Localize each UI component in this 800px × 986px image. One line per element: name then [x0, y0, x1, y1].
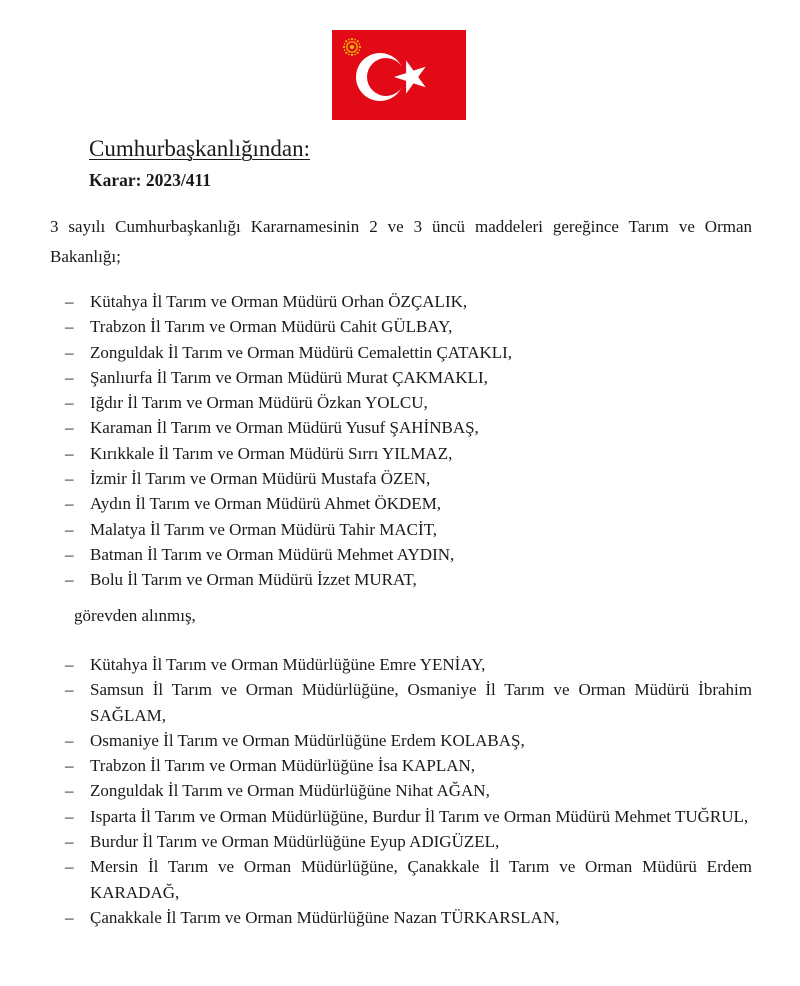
list-dash: –	[65, 806, 74, 826]
removed-from-duty-text: görevden alınmış,	[74, 606, 196, 625]
dismissed-item	[50, 415, 752, 440]
dismissed-text: Zonguldak İl Tarım ve Orman Müdürü Cemalettin ÇATAKLI,	[90, 342, 513, 362]
dismissed-item	[50, 340, 752, 365]
dismissed-item	[50, 542, 752, 567]
flag-graphic	[332, 30, 466, 120]
list-dash: –	[65, 469, 74, 489]
decision-number: Karar: 2023/411	[89, 170, 211, 190]
appointed-item	[50, 677, 752, 728]
list-dash: –	[65, 781, 74, 801]
dismissed-text: Bolu İl Tarım ve Orman Müdürü İzzet MURAT,	[90, 570, 417, 590]
list-dash: –	[65, 544, 74, 564]
appointed-item	[50, 753, 752, 778]
appointed-text: Çanakkale İl Tarım ve Orman Müdürlüğüne Nazan TÜRKARSLAN,	[90, 907, 560, 927]
appointed-item	[50, 854, 752, 905]
dismissed-item	[50, 314, 752, 339]
dismissed-text: Şanlıurfa İl Tarım ve Orman Müdürü Murat ÇAKMAKLI,	[90, 367, 488, 387]
turkish-presidency-flag-icon	[332, 30, 466, 120]
list-dash: –	[65, 393, 74, 413]
list-dash: –	[65, 570, 74, 590]
appointed-item	[50, 804, 752, 829]
list-dash: –	[65, 907, 74, 927]
dismissed-item	[50, 466, 752, 491]
dismissed-item	[50, 567, 752, 592]
dismissed-item	[50, 390, 752, 415]
dismissed-text: Kırıkkale İl Tarım ve Orman Müdürü Sırrı YILMAZ,	[90, 443, 453, 463]
appointed-text: Trabzon İl Tarım ve Orman Müdürlüğüne İsa KAPLAN,	[90, 756, 476, 776]
appointed-text: Zonguldak İl Tarım ve Orman Müdürlüğüne Nihat AĞAN,	[90, 781, 490, 801]
list-dash: –	[65, 443, 74, 463]
appointed-text: Kütahya İl Tarım ve Orman Müdürlüğüne Emre YENİAY,	[90, 655, 486, 674]
list-dash: –	[65, 680, 74, 700]
list-dash: –	[65, 342, 74, 362]
institution-heading: Cumhurbaşkanlığından:	[89, 136, 311, 161]
intro-paragraph: 3 sayılı Cumhurbaşkanlığı Kararnamesinin 2 ve 3 üncü maddeleri gereğince Tarım ve Orman Bakanlığı;	[50, 217, 752, 266]
list-dash: –	[65, 756, 74, 776]
list-dash: –	[65, 655, 74, 674]
appointed-text: Isparta İl Tarım ve Orman Müdürlüğüne, Burdur İl Tarım ve Orman Müdürü Mehmet TUĞRUL,	[90, 806, 749, 826]
appointed-item	[50, 778, 752, 803]
list-dash: –	[65, 292, 74, 311]
appointed-text: Samsun İl Tarım ve Orman Müdürlüğüne, Osmaniye İl Tarım ve Orman Müdürü İbrahim SAĞLAM,	[90, 680, 752, 725]
dismissed-item	[50, 365, 752, 390]
list-dash: –	[65, 367, 74, 387]
list-dash: –	[65, 418, 74, 438]
appointed-item	[50, 728, 752, 753]
list-dash: –	[65, 317, 74, 337]
dismissed-item	[50, 491, 752, 516]
list-dash: –	[65, 519, 74, 539]
appointed-text: Burdur İl Tarım ve Orman Müdürlüğüne Eyup ADIGÜZEL,	[90, 832, 500, 852]
list-dash: –	[65, 494, 74, 514]
dismissed-item	[50, 289, 752, 314]
list-dash: –	[65, 730, 74, 750]
appointed-item	[50, 905, 752, 930]
dismissed-list	[50, 289, 752, 593]
dismissed-text: Malatya İl Tarım ve Orman Müdürü Tahir MACİT,	[90, 519, 437, 539]
dismissed-item	[50, 517, 752, 542]
dismissed-text: Aydın İl Tarım ve Orman Müdürü Ahmet ÖKDEM,	[90, 494, 442, 514]
appointed-text: Osmaniye İl Tarım ve Orman Müdürlüğüne Erdem KOLABAŞ,	[90, 730, 525, 750]
appointed-item	[50, 829, 752, 854]
dismissed-text: Kütahya İl Tarım ve Orman Müdürü Orhan ÖZÇALIK,	[90, 292, 468, 311]
dismissed-text: İzmir İl Tarım ve Orman Müdürü Mustafa ÖZEN,	[90, 469, 431, 489]
dismissed-item	[50, 441, 752, 466]
appointed-item	[50, 652, 752, 677]
list-dash: –	[65, 857, 74, 877]
dismissed-text: Batman İl Tarım ve Orman Müdürü Mehmet AYDIN,	[90, 544, 455, 564]
appointed-text: Mersin İl Tarım ve Orman Müdürlüğüne, Çanakkale İl Tarım ve Orman Müdürü Erdem KARADAĞ,	[90, 857, 752, 902]
list-dash: –	[65, 832, 74, 852]
dismissed-text: Iğdır İl Tarım ve Orman Müdürü Özkan YOLCU,	[90, 393, 428, 413]
dismissed-text: Trabzon İl Tarım ve Orman Müdürü Cahit GÜLBAY,	[90, 317, 453, 337]
appointed-list	[50, 652, 752, 930]
dismissed-text: Karaman İl Tarım ve Orman Müdürü Yusuf ŞAHİNBAŞ,	[90, 418, 479, 438]
